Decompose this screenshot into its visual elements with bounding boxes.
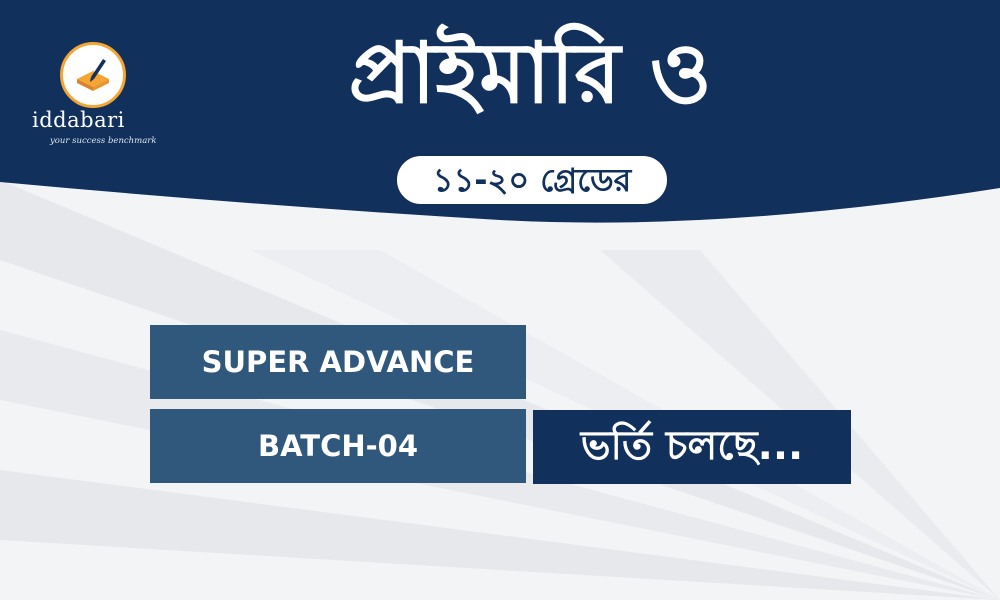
page-title: প্রাইমারি ও: [348, 24, 712, 122]
brand-name: iddabari: [32, 108, 125, 132]
book-pen-icon: [71, 53, 115, 97]
brand-logo: [22, 34, 162, 154]
brand-tagline: your success benchmark: [50, 136, 157, 146]
admission-status-label: ভর্তি চলছে...: [533, 410, 851, 484]
grade-badge: ১১-২০ গ্রেডের: [394, 153, 670, 207]
batch-label: BATCH-04: [150, 409, 526, 483]
logo-emblem: [60, 42, 126, 108]
course-level-label: SUPER ADVANCE: [150, 325, 526, 399]
